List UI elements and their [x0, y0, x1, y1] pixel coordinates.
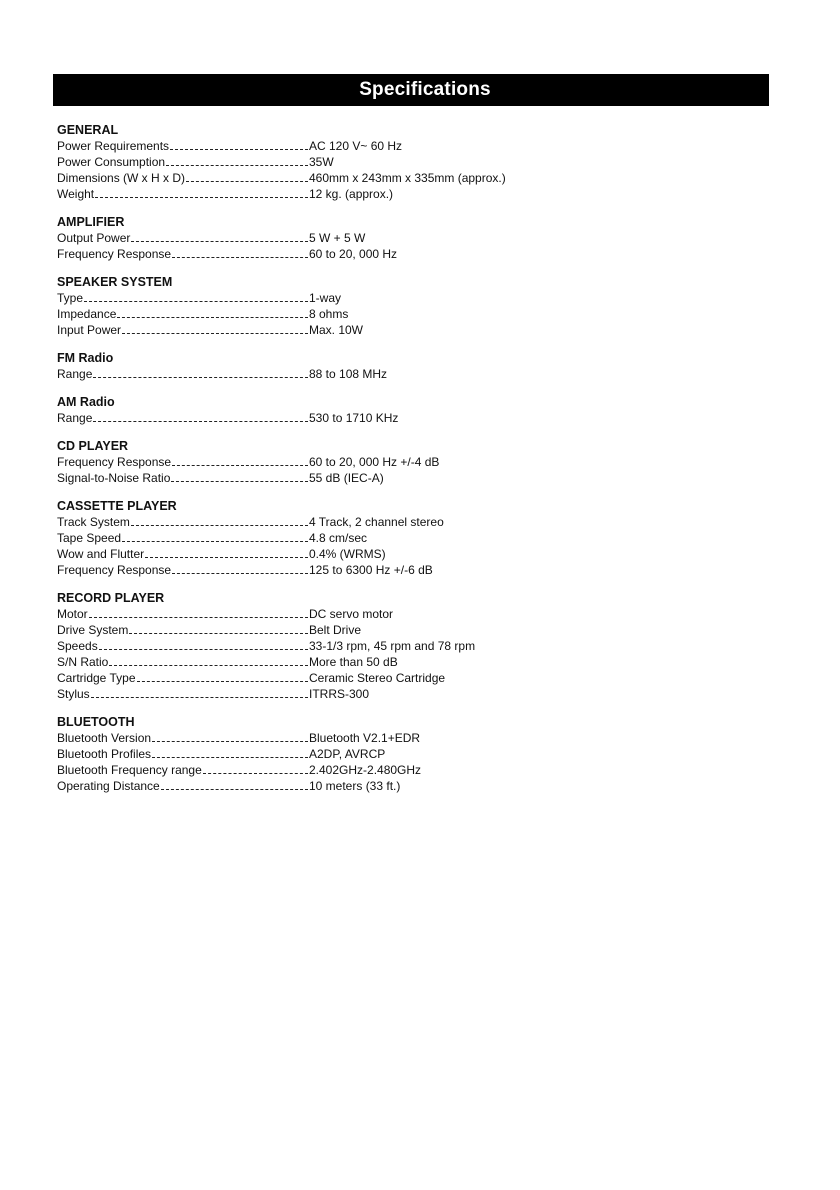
spec-value: 10 meters (33 ft.): [309, 779, 401, 793]
spec-label-column: [57, 638, 309, 654]
leader-dots: [93, 421, 308, 422]
spec-value: A2DP, AVRCP: [309, 747, 386, 761]
spec-value: Max. 10W: [309, 323, 364, 337]
spec-value: 0.4% (WRMS): [309, 547, 386, 561]
spec-label: Frequency Response: [57, 455, 172, 469]
spec-label: Tape Speed: [57, 531, 122, 545]
spec-label-column: [57, 454, 309, 470]
spec-row: [57, 622, 617, 638]
spec-label: Operating Distance: [57, 779, 160, 793]
section-title: AMPLIFIER: [57, 215, 125, 229]
spec-label: Motor: [57, 607, 88, 621]
section-title: AM Radio: [57, 395, 115, 409]
spec-value: 1-way: [309, 291, 342, 305]
spec-label-column: [57, 670, 309, 686]
spec-row: [57, 246, 617, 262]
spec-row: [57, 778, 617, 794]
specifications-banner: [53, 74, 769, 106]
spec-row: [57, 686, 617, 702]
spec-value: 5 W + 5 W: [309, 231, 366, 245]
section-title: CASSETTE PLAYER: [57, 499, 177, 513]
spec-section: [57, 394, 617, 426]
spec-label-column: [57, 546, 309, 562]
spec-value: Belt Drive: [309, 623, 362, 637]
section-title: RECORD PLAYER: [57, 591, 165, 605]
leader-dots: [145, 557, 308, 558]
spec-label-column: [57, 514, 309, 530]
section-title: GENERAL: [57, 123, 119, 137]
spec-section: [57, 438, 617, 486]
spec-label-column: [57, 138, 309, 154]
leader-dots: [171, 481, 308, 482]
spec-row: [57, 290, 617, 306]
spec-row: [57, 454, 617, 470]
leader-dots: [172, 573, 308, 574]
section-title: FM Radio: [57, 351, 114, 365]
spec-row: [57, 606, 617, 622]
spec-row: [57, 730, 617, 746]
spec-value: Bluetooth V2.1+EDR: [309, 731, 421, 745]
spec-row: [57, 670, 617, 686]
spec-label-column: [57, 154, 309, 170]
spec-label-column: [57, 290, 309, 306]
leader-dots: [137, 681, 309, 682]
spec-section: [57, 350, 617, 382]
spec-section: [57, 714, 617, 794]
spec-label-column: [57, 562, 309, 578]
spec-value: 460mm x 243mm x 335mm (approx.): [309, 171, 506, 185]
spec-section: [57, 590, 617, 702]
spec-value: 12 kg. (approx.): [309, 187, 394, 201]
spec-label-column: [57, 686, 309, 702]
leader-dots: [152, 757, 308, 758]
spec-label: Signal-to-Noise Ratio: [57, 471, 171, 485]
spec-row: [57, 746, 617, 762]
spec-value: 125 to 6300 Hz +/-6 dB: [309, 563, 433, 577]
spec-row: [57, 186, 617, 202]
spec-value: 530 to 1710 KHz: [309, 411, 399, 425]
leader-dots: [93, 377, 308, 378]
leader-dots: [170, 149, 308, 150]
spec-section: [57, 274, 617, 338]
spec-section: [57, 498, 617, 578]
section-title: BLUETOOTH: [57, 715, 135, 729]
spec-label-column: [57, 306, 309, 322]
leader-dots: [95, 197, 308, 198]
spec-label-column: [57, 470, 309, 486]
spec-label-column: [57, 186, 309, 202]
spec-label: Dimensions (W x H x D): [57, 171, 186, 185]
leader-dots: [117, 317, 308, 318]
leader-dots: [152, 741, 308, 742]
spec-label-column: [57, 366, 309, 382]
spec-row: [57, 154, 617, 170]
spec-row: [57, 546, 617, 562]
spec-value: 4.8 cm/sec: [309, 531, 368, 545]
spec-row: [57, 230, 617, 246]
spec-label: Stylus: [57, 687, 90, 701]
spec-row: [57, 638, 617, 654]
leader-dots: [109, 665, 308, 666]
spec-label: Range: [57, 411, 93, 425]
spec-label-column: [57, 622, 309, 638]
leader-dots: [122, 541, 308, 542]
spec-label: Range: [57, 367, 93, 381]
spec-row: [57, 306, 617, 322]
spec-value: 88 to 108 MHz: [309, 367, 388, 381]
spec-label-column: [57, 778, 309, 794]
spec-label: Frequency Response: [57, 563, 172, 577]
spec-row: [57, 322, 617, 338]
spec-value: DC servo motor: [309, 607, 394, 621]
spec-value: More than 50 dB: [309, 655, 398, 669]
leader-dots: [99, 649, 308, 650]
leader-dots: [129, 633, 308, 634]
spec-value: 4 Track, 2 channel stereo: [309, 515, 444, 529]
spec-label: S/N Ratio: [57, 655, 109, 669]
page-title: Specifications: [359, 79, 491, 100]
spec-value: ITRRS-300: [309, 687, 370, 701]
spec-label-column: [57, 230, 309, 246]
spec-value: AC 120 V~ 60 Hz: [309, 139, 403, 153]
section-title: CD PLAYER: [57, 439, 129, 453]
spec-section: [57, 122, 617, 202]
spec-label-column: [57, 746, 309, 762]
spec-label: Type: [57, 291, 84, 305]
spec-label: Drive System: [57, 623, 129, 637]
spec-row: [57, 470, 617, 486]
spec-row: [57, 170, 617, 186]
leader-dots: [84, 301, 308, 302]
leader-dots: [161, 789, 308, 790]
leader-dots: [89, 617, 308, 618]
spec-row: [57, 514, 617, 530]
spec-label-column: [57, 730, 309, 746]
leader-dots: [131, 241, 308, 242]
spec-section: [57, 214, 617, 262]
spec-label: Bluetooth Frequency range: [57, 763, 202, 777]
section-title: SPEAKER SYSTEM: [57, 275, 173, 289]
spec-label: Weight: [57, 187, 95, 201]
spec-label-column: [57, 530, 309, 546]
specifications-list: [57, 122, 617, 806]
spec-label: Bluetooth Profiles: [57, 747, 152, 761]
spec-label-column: [57, 606, 309, 622]
spec-row: [57, 562, 617, 578]
spec-value: 2.402GHz-2.480GHz: [309, 763, 422, 777]
leader-dots: [172, 257, 308, 258]
spec-row: [57, 366, 617, 382]
spec-label: Cartridge Type: [57, 671, 136, 685]
leader-dots: [172, 465, 308, 466]
spec-row: [57, 762, 617, 778]
spec-label: Input Power: [57, 323, 122, 337]
spec-row: [57, 654, 617, 670]
spec-value: 60 to 20, 000 Hz +/-4 dB: [309, 455, 440, 469]
leader-dots: [131, 525, 308, 526]
spec-label: Output Power: [57, 231, 131, 245]
spec-label: Power Requirements: [57, 139, 170, 153]
spec-value: Ceramic Stereo Cartridge: [309, 671, 446, 685]
spec-label: Impedance: [57, 307, 117, 321]
leader-dots: [203, 773, 308, 774]
spec-value: 8 ohms: [309, 307, 349, 321]
spec-row: [57, 138, 617, 154]
spec-value: 55 dB (IEC-A): [309, 471, 384, 485]
spec-label-column: [57, 246, 309, 262]
spec-row: [57, 410, 617, 426]
spec-value: 60 to 20, 000 Hz: [309, 247, 398, 261]
spec-label: Power Consumption: [57, 155, 166, 169]
spec-label: Frequency Response: [57, 247, 172, 261]
spec-value: 33-1/3 rpm, 45 rpm and 78 rpm: [309, 639, 476, 653]
leader-dots: [122, 333, 308, 334]
leader-dots: [166, 165, 308, 166]
spec-label-column: [57, 322, 309, 338]
spec-label: Speeds: [57, 639, 98, 653]
spec-label-column: [57, 170, 309, 186]
spec-label: Wow and Flutter: [57, 547, 145, 561]
spec-label-column: [57, 410, 309, 426]
spec-label: Track System: [57, 515, 130, 529]
spec-label-column: [57, 762, 309, 778]
spec-label-column: [57, 654, 309, 670]
spec-row: [57, 530, 617, 546]
spec-value: 35W: [309, 155, 334, 169]
leader-dots: [186, 181, 308, 182]
spec-label: Bluetooth Version: [57, 731, 152, 745]
leader-dots: [91, 697, 308, 698]
